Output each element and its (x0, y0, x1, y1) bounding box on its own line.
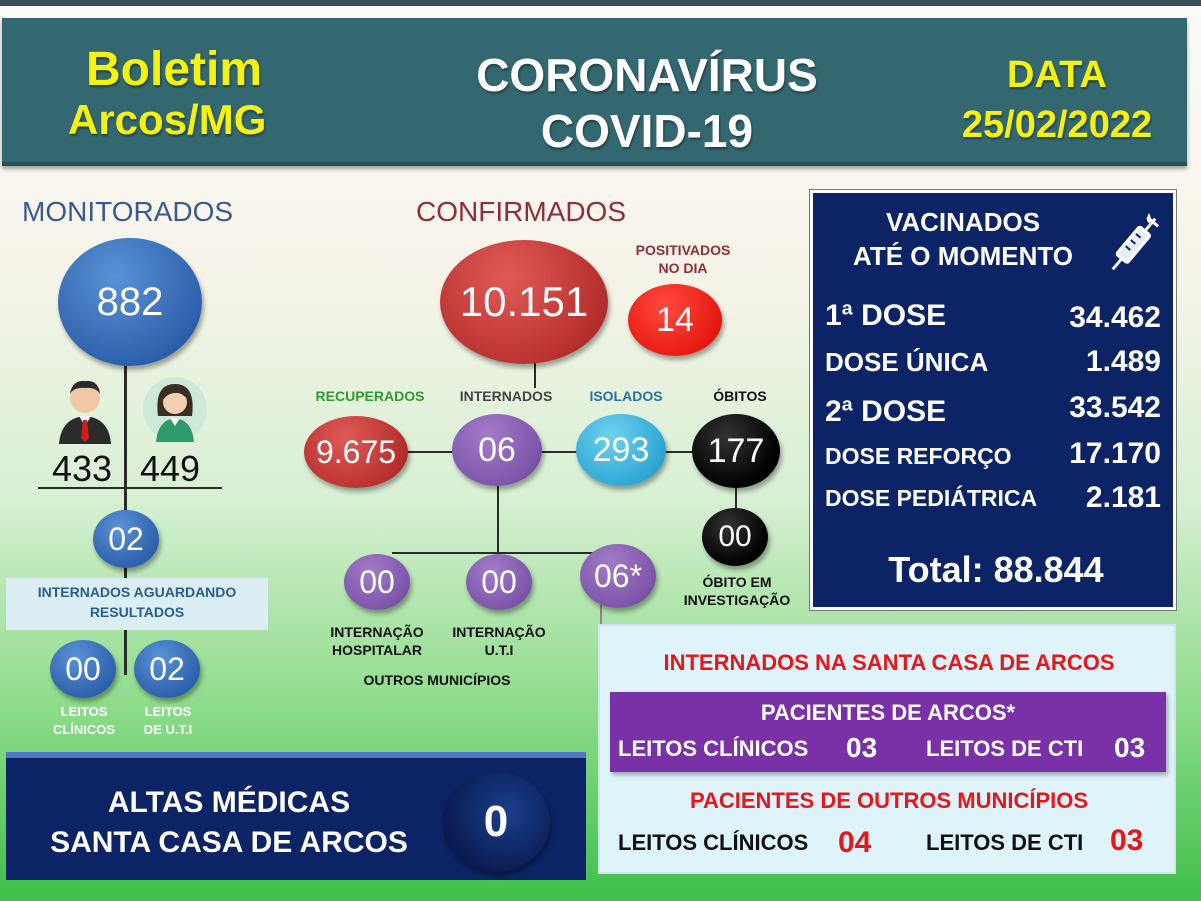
arcos-clinicos-label: LEITOS CLÍNICOS (618, 736, 809, 761)
isolados-circle (576, 414, 666, 486)
header-date-label: DATA (1007, 54, 1107, 96)
leitos-clinicos-value: 00 (65, 650, 101, 687)
confirmados-total: 10.151 (459, 278, 589, 325)
arcos-title: PACIENTES DE ARCOS* (760, 700, 1016, 725)
obito-investigacao-circle (702, 508, 768, 566)
positivados-value: 14 (656, 300, 694, 339)
outros-row-line (392, 552, 622, 554)
obitos-label: ÓBITOS (713, 388, 767, 404)
obitos-circle (692, 414, 780, 488)
outros-title: PACIENTES DE OUTROS MUNICÍPIOS (689, 788, 1089, 813)
arcos-cti-value: 03 (1114, 732, 1146, 763)
altas-line1: ALTAS MÉDICAS (107, 786, 351, 819)
obito-investigacao-label1: ÓBITO EM (702, 574, 772, 590)
vac-row-5-value: 2.181 (1085, 481, 1161, 514)
arcos-cti-label: LEITOS DE CTI (926, 736, 1084, 761)
header-banner (2, 18, 1187, 166)
leitos-clinicos-label2: CLÍNICOS (52, 722, 116, 737)
vac-row-5-label: DOSE PEDIÁTRICA (825, 485, 1038, 511)
positivados-label2: NO DIA (658, 260, 708, 276)
arcos-clinicos-value: 03 (846, 732, 878, 763)
internados-circle (452, 414, 542, 486)
vacinados-title1: VACINADOS (885, 207, 1041, 237)
positivados-circle (628, 284, 722, 356)
internacao-uti-label2: U.T.I (484, 642, 514, 658)
outros-municipios-label: OUTROS MUNICÍPIOS (363, 672, 511, 688)
leitos-uti-value: 02 (149, 650, 185, 687)
monitorados-total-circle (58, 238, 202, 366)
confirmados-to-internados-line (534, 362, 536, 388)
outros-clinicos-label: LEITOS CLÍNICOS (618, 830, 809, 855)
vacinados-title2: ATÉ O MOMENTO (852, 241, 1074, 271)
male-avatar-icon (56, 378, 114, 444)
vac-row-3-label: 2ª DOSE (825, 395, 947, 428)
santa-casa-panel (598, 624, 1176, 874)
recuperados-circle (304, 416, 408, 488)
leitos-uti-label1: LEITOS (144, 704, 192, 719)
female-avatar-icon (142, 376, 208, 442)
altas-panel (6, 752, 586, 880)
header-subtitle: COVID-19 (540, 105, 754, 157)
header-boletim: Boletim (86, 43, 263, 96)
leitos-uti-label2: DE U.T.I (143, 722, 193, 737)
monitorados-total: 882 (96, 279, 164, 324)
isolados-value: 293 (592, 430, 650, 469)
recuperados-value: 9.675 (315, 433, 397, 470)
internados-value: 06 (478, 430, 516, 469)
obitos-value: 177 (707, 431, 765, 470)
internacao-uti-circle (466, 554, 532, 610)
outros-cti-value: 03 (1110, 824, 1144, 857)
outros-cti-label: LEITOS DE CTI (926, 830, 1084, 855)
positivados-label1: POSITIVADOS (635, 242, 731, 258)
aguardando-label-line2: RESULTADOS (89, 604, 185, 620)
monitorados-female-count: 449 (140, 448, 201, 489)
header-title: CORONAVÍRUS (476, 49, 818, 101)
leitos-uti-circle (134, 640, 200, 698)
confirmados-title: CONFIRMADOS (416, 196, 626, 227)
vac-row-4-value: 17.170 (1069, 437, 1161, 470)
obitos-down-line (735, 486, 737, 510)
header-city: Arcos/MG (68, 96, 267, 143)
obito-investigacao-label2: INVESTIGAÇÃO (683, 592, 791, 608)
altas-circle (442, 772, 550, 872)
syringe-icon (1105, 209, 1163, 279)
vac-row-4-label: DOSE REFORÇO (825, 443, 1012, 469)
vac-row-3-value: 33.542 (1069, 391, 1161, 424)
vac-row-2-value: 1.489 (1085, 345, 1161, 378)
internacao-hospitalar-label1: INTERNAÇÃO (330, 624, 424, 640)
leitos-clinicos-label1: LEITOS (60, 704, 108, 719)
monitorados-male-count: 433 (52, 448, 113, 489)
vac-row-1-label: 1ª DOSE (825, 299, 947, 332)
confirmados-total-circle (440, 240, 608, 364)
internacao-hospitalar-circle (344, 554, 410, 610)
vac-row-2-label: DOSE ÚNICA (825, 347, 989, 377)
vacinados-panel (810, 190, 1176, 610)
obito-investigacao-value: 00 (718, 520, 752, 553)
monitorados-title: MONITORADOS (22, 196, 234, 227)
altas-line2: SANTA CASA DE ARCOS (50, 826, 408, 859)
outros-clinicos-value: 04 (838, 826, 872, 859)
outros-municipios-value: 06* (593, 557, 643, 594)
internados-label: INTERNADOS (459, 388, 553, 404)
header-date: 25/02/2022 (961, 104, 1153, 146)
altas-value: 0 (483, 797, 509, 846)
internados-down-line (497, 484, 499, 554)
top-border (0, 0, 1201, 6)
recuperados-label: RECUPERADOS (315, 388, 425, 404)
leitos-clinicos-circle (50, 640, 116, 698)
aguardando-value: 02 (108, 520, 144, 557)
internacao-uti-value: 00 (481, 563, 517, 600)
aguardando-circle (93, 510, 159, 568)
aguardando-label-line1: INTERNADOS AGUARDANDO (37, 584, 237, 600)
outros-municipios-circle (580, 544, 656, 608)
isolados-label: ISOLADOS (589, 388, 663, 404)
vac-total: Total: 88.844 (888, 549, 1104, 590)
santa-casa-title: INTERNADOS NA SANTA CASA DE ARCOS (663, 650, 1115, 675)
vac-row-1-value: 34.462 (1069, 301, 1161, 334)
internacao-hospitalar-value: 00 (359, 563, 395, 600)
internacao-hospitalar-label2: HOSPITALAR (332, 642, 422, 658)
internacao-uti-label1: INTERNAÇÃO (452, 624, 546, 640)
